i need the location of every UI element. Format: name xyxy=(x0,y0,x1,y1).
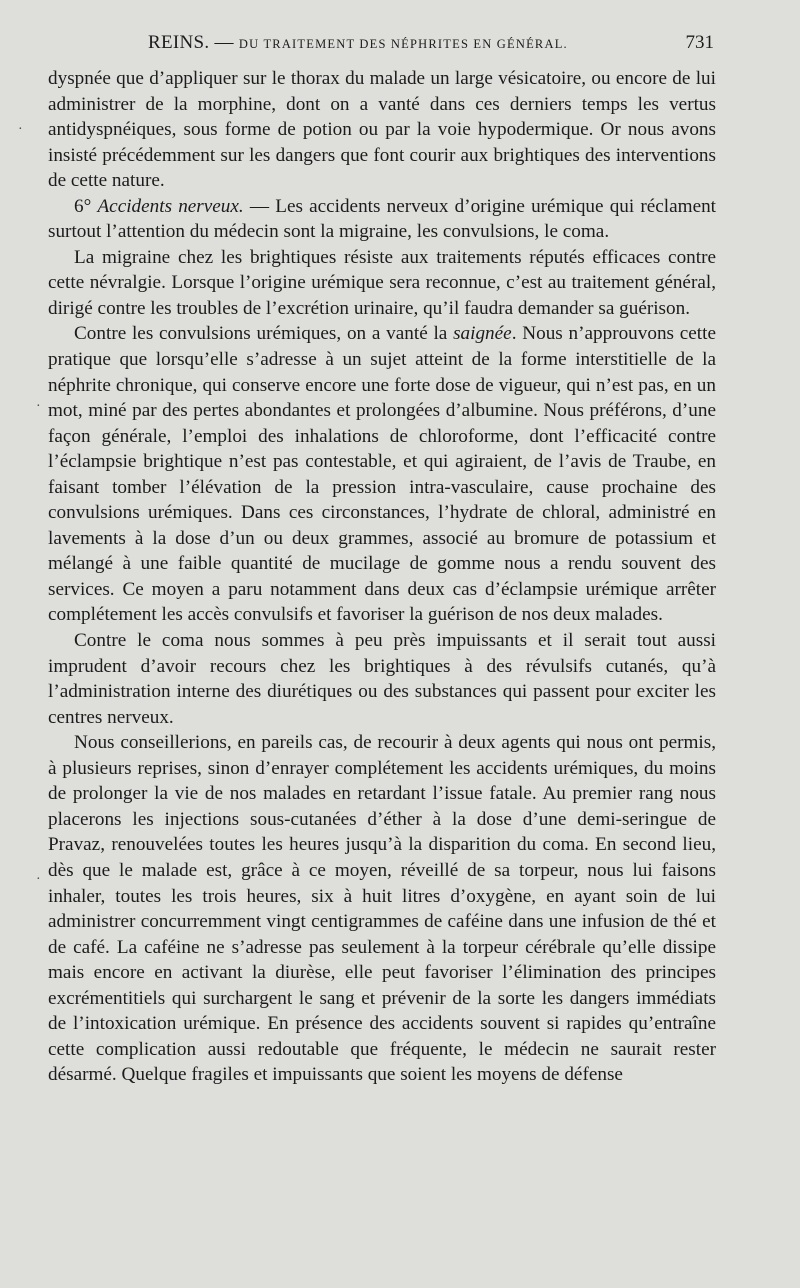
section-subtitle: DU TRAITEMENT DES NÉPHRITES EN GÉNÉRAL. xyxy=(238,37,568,51)
margin-dot: · xyxy=(18,122,23,137)
running-header xyxy=(148,32,714,58)
text-run: Contre les convulsions urémiques, on a vanté la xyxy=(74,323,454,345)
running-title xyxy=(148,32,568,54)
italic-term: saignée xyxy=(453,323,512,345)
section-number: 6° xyxy=(74,195,92,217)
section-text: — Les accidents nerveux d’origine urémique qui réclament surtout l’attention du médecin sont la migraine, les convulsions, le coma. xyxy=(48,195,717,243)
body-text xyxy=(48,66,716,1088)
paragraph-continued: dyspnée que d’appliquer sur le thorax du malade un large vésicatoire, ou encore de lui administrer de la morphine, dont on a vanté dans ces derniers temps les vertus antidyspnéiques, sous forme de potion ou par la voie hypodermique. Or nous avons insisté précédemment sur les dangers que font courir aux brightiques des interventions de cette nature. xyxy=(48,68,716,192)
page-number: 731 xyxy=(685,32,714,53)
chapter-title: REINS. xyxy=(148,32,210,53)
paragraph-treatment: Nous conseillerions, en pareils cas, de recourir à deux agents qui nous ont permis, à plusieurs reprises, sinon d’enrayer complétement les accidents urémiques, du moins de prolonger la vie de nos malades en retardant l’issue fatale. Au premier rang nous placerons les injections sous-cutanées d’éther à la dose d’une demi-seringue de Pravaz, renouvelées toutes les heures jusqu’à la disparition du coma. En second lieu, dès que le malade est, grâce à ce moyen, réveillé de sa torpeur, nous lui faisons inhaler, toutes les trois heures, six à huit litres d’oxygène, en ayant soin de lui administrer concurremment vingt centigrammes de caféine dans une infusion de thé et de café. La caféine ne s’adresse pas seulement à la torpeur cérébrale qu’elle dissipe mais encore en activant la diurèse, elle peut favoriser l’élimination des principes excrémentitiels qui surchargent le sang et prévenir de la sorte les dangers immédiats de l’intoxication urémique. En présence des accidents souvent si rapides qu’entraîne cette complication aussi redoutable que fréquente, le médecin ne saurait rester désarmé. Quelque fragiles et impuissants que soient les moyens de défense xyxy=(48,732,716,1086)
paragraph-convulsions xyxy=(48,321,716,628)
paragraph-section-6 xyxy=(48,194,716,245)
title-separator: — xyxy=(214,32,234,53)
paragraph-coma: Contre le coma nous sommes à peu près impuissants et il serait tout aussi imprudent d’avoir recours chez les brightiques à des révulsifs cutanés, qu’à l’administration interne des diurétiques ou des substances qui passent pour exciter les centres nerveux. xyxy=(48,630,716,728)
margin-dot: · xyxy=(36,399,41,414)
section-heading: Accidents nerveux. xyxy=(97,195,244,217)
margin-dot: · xyxy=(36,872,41,887)
paragraph-migraine: La migraine chez les brightiques résiste aux traitements réputés efficaces contre cette névralgie. Lorsque l’origine urémique sera reconnue, c’est au traitement général, dirigé contre les troubles de l’excrétion urinaire, qu’il faudra demander sa guérison. xyxy=(48,246,716,319)
text-run: . Nous n’approuvons cette pratique que lorsqu’elle s’adresse à un sujet atteint de la forme interstitielle de la néphrite chronique, qui conserve encore une forte dose de vigueur, qui n’est pas, en un mot, miné par des pertes abondantes et prolongées d’albumine. Nous préférons, d’une façon générale, l’emploi des inhalations de chloroforme, dont l’efficacité contre l’éclampsie brightique n’est pas contestable, et qui agiraient, de l’avis de Traube, en faisant tomber l’élévation de la pression intra-vasculaire, cause prochaine des convulsions urémiques. Dans ces circonstances, l’hydrate de chloral, administré en lavements à la dose d’un ou deux grammes, associé au bromure de potassium et mélangé à une faible quantité de mucilage de gomme nous a rendu souvent des services. Ce moyen a paru notamment dans deux cas d’éclampsie urémique arrêter complétement les accès convulsifs et favoriser la guérison de nos deux malades. xyxy=(48,323,716,626)
